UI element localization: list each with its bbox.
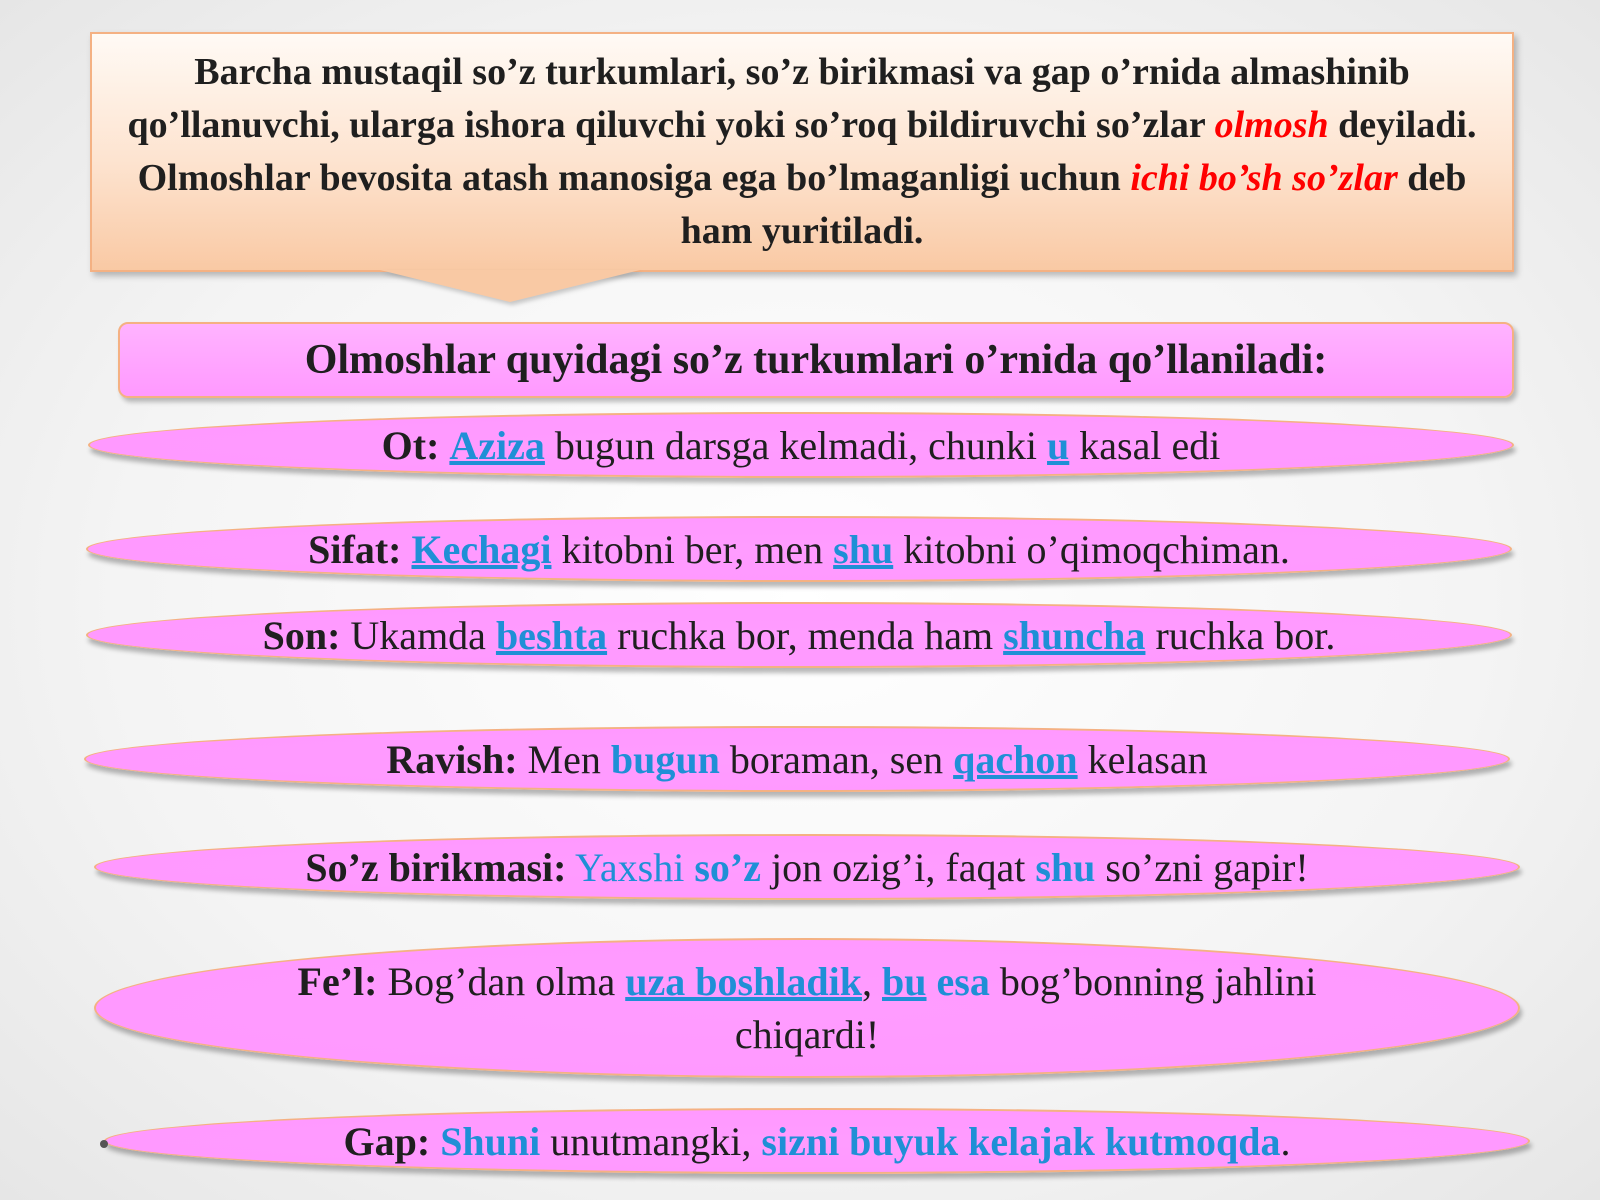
example-text: ruchka bor. (1145, 612, 1336, 658)
example-text: kelasan (1077, 736, 1208, 782)
highlight-word: Yaxshi (566, 844, 685, 890)
example-soz-birikmasi (94, 834, 1520, 900)
term-ichi-bosh-sozlar: ichi bo’sh so’zlar (1130, 157, 1398, 199)
highlight-word: Kechagi (411, 526, 552, 572)
example-text: jon ozig’i, faqat (760, 844, 1036, 890)
section-heading: Olmoshlar quyidagi so’z turkumlari o’rnida qo’llaniladi: (118, 322, 1514, 398)
term-olmosh: olmosh (1214, 104, 1329, 146)
definition-part: Barcha mustaqil so’z turkumlari, so’z birikmasi va gap o’rnida almashinib qo’llanuvchi, ularga ishora qiluvchi yoki so’roq bildiruvchi so’zlar (127, 51, 1410, 146)
example-ot (88, 412, 1514, 478)
example-text: kasal edi (1069, 422, 1221, 468)
example-text: . (1280, 1118, 1291, 1164)
highlight-word: shuncha (1003, 612, 1146, 658)
highlight-word: Aziza (449, 422, 545, 468)
category-label: Ot: (381, 422, 440, 468)
example-text: bog’bonning jahlini chiqardi! (734, 959, 1317, 1057)
category-label: Sifat: (308, 526, 402, 572)
example-text: ruchka bor, menda ham (607, 612, 1004, 658)
highlight-word: bu (882, 959, 927, 1004)
example-text: unutmangki, (540, 1118, 762, 1164)
example-text: bugun darsga kelmadi, chunki (544, 422, 1048, 468)
category-label: Fe’l: (297, 959, 378, 1004)
highlight-word: u (1047, 422, 1070, 468)
highlight-word: shu (833, 526, 894, 572)
bullet-dot (100, 1140, 108, 1148)
highlight-word: so’z (684, 844, 761, 890)
example-gap (104, 1108, 1530, 1174)
category-label: Son: (262, 612, 341, 658)
category-label: Gap: (343, 1118, 431, 1164)
highlight-word: beshta (495, 612, 608, 658)
category-label: Ravish: (386, 736, 518, 782)
example-text: Bog’dan olma (377, 959, 626, 1004)
example-text: so’zni gapir! (1095, 844, 1309, 890)
example-sifat (86, 516, 1512, 582)
highlight-word: Shuni (430, 1118, 541, 1164)
highlight-word: uza boshladik (625, 959, 862, 1004)
example-ravish (84, 726, 1510, 792)
highlight-word: sizni buyuk kelajak kutmoqda (761, 1118, 1281, 1164)
example-text: , (862, 959, 882, 1004)
definition-box (90, 32, 1514, 272)
highlight-word: esa (926, 959, 990, 1004)
example-text: Men (517, 736, 611, 782)
callout-pointer (380, 270, 640, 302)
highlight-word: bugun (610, 736, 720, 782)
example-text: Ukamda (340, 612, 496, 658)
example-text: boraman, sen (719, 736, 954, 782)
category-label: So’z birikmasi: (305, 844, 567, 890)
definition-part: deyiladi. Olmoshlar bevosita atash manosiga ega bo’lmaganligi uchun (137, 104, 1477, 199)
highlight-word: qachon (953, 736, 1078, 782)
example-son (86, 602, 1512, 668)
definition-text (122, 46, 1482, 258)
example-text: kitobni ber, men (551, 526, 834, 572)
example-text: kitobni o’qimoqchiman. (893, 526, 1290, 572)
definition-part: deb ham yuritiladi. (680, 157, 1467, 252)
example-fel (94, 938, 1520, 1078)
highlight-word: shu (1035, 844, 1096, 890)
